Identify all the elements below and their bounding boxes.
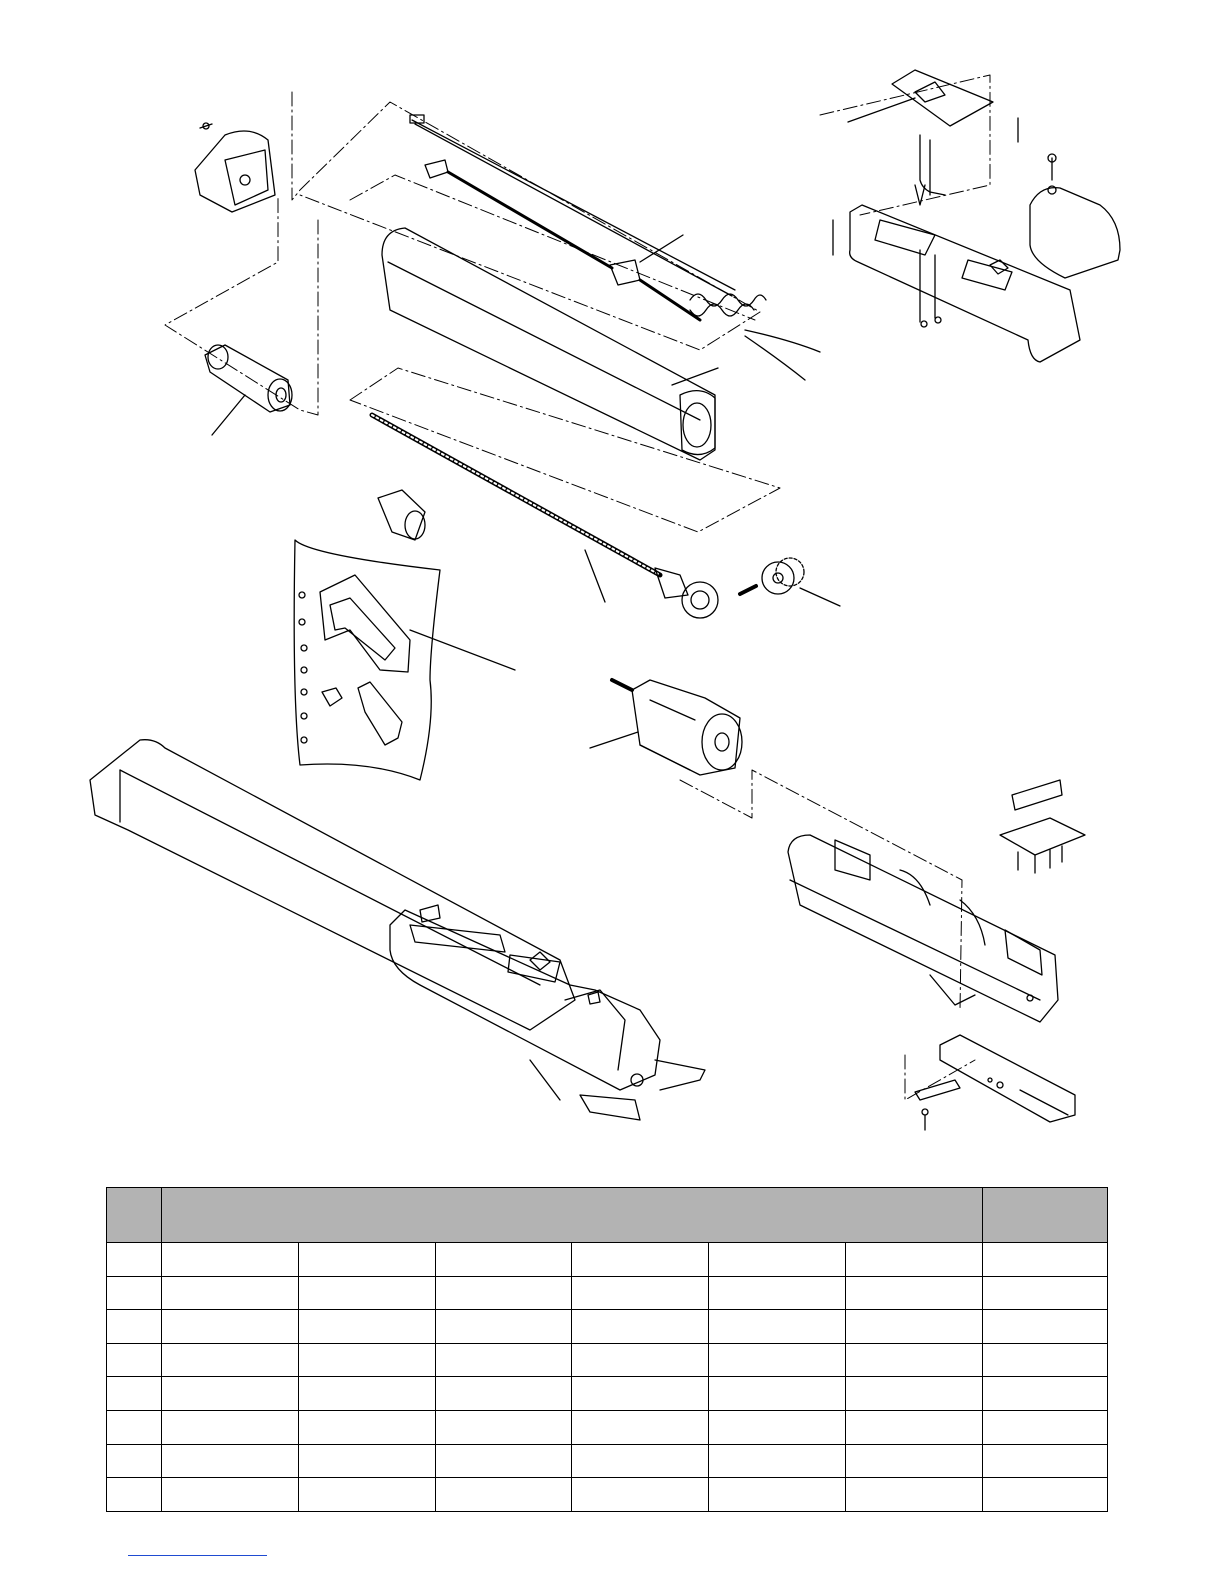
upper-housing-tube [382, 228, 718, 460]
table-cell [435, 1410, 572, 1444]
motor [590, 680, 742, 775]
table-cell [846, 1478, 983, 1512]
table-cell [298, 1343, 435, 1377]
table-cell [709, 1276, 846, 1310]
table-cell [709, 1310, 846, 1344]
table-cell [846, 1276, 983, 1310]
table-cell [572, 1243, 709, 1277]
terminal-board [1000, 780, 1085, 873]
table-row [107, 1276, 1108, 1310]
pivot-bracket [915, 1035, 1075, 1130]
table-row [107, 1377, 1108, 1411]
table-row [107, 1410, 1108, 1444]
table-cell [983, 1310, 1108, 1344]
header-description-cell [162, 1188, 983, 1243]
table-cell [572, 1410, 709, 1444]
table-cell [162, 1243, 299, 1277]
table-cell [983, 1343, 1108, 1377]
table-cell [435, 1243, 572, 1277]
table-row [107, 1478, 1108, 1512]
header-number-cell [107, 1188, 162, 1243]
table-cell [107, 1276, 162, 1310]
assembly-guide-lines [165, 75, 990, 1100]
table-cell [983, 1478, 1108, 1512]
rear-bushing [205, 345, 292, 435]
table-cell [107, 1243, 162, 1277]
table-row [107, 1343, 1108, 1377]
table-cell [709, 1410, 846, 1444]
table-header-row [107, 1188, 1108, 1243]
parts-list-table [106, 1187, 1108, 1512]
table-cell [572, 1478, 709, 1512]
table-cell [572, 1276, 709, 1310]
table-cell [107, 1343, 162, 1377]
table-cell [435, 1444, 572, 1478]
table-cell [983, 1410, 1108, 1444]
table-cell [846, 1410, 983, 1444]
end-cap-left [195, 123, 275, 212]
table-cell [298, 1276, 435, 1310]
table-cell [572, 1444, 709, 1478]
table-cell [162, 1377, 299, 1411]
table-row [107, 1310, 1108, 1344]
table-cell [846, 1243, 983, 1277]
table-cell [709, 1444, 846, 1478]
table-cell [846, 1377, 983, 1411]
table-cell [162, 1276, 299, 1310]
table-cell [709, 1343, 846, 1377]
mounting-bracket [294, 540, 515, 780]
footer-link-underline[interactable] [128, 1555, 267, 1556]
table-cell [435, 1276, 572, 1310]
cable-harness [410, 115, 820, 380]
table-cell [846, 1444, 983, 1478]
table-cell [162, 1410, 299, 1444]
table-row [107, 1243, 1108, 1277]
table-cell [846, 1310, 983, 1344]
table-cell [298, 1444, 435, 1478]
table-cell [983, 1243, 1108, 1277]
table-cell [435, 1478, 572, 1512]
table-cell [162, 1310, 299, 1344]
table-cell [162, 1343, 299, 1377]
table-cell [435, 1310, 572, 1344]
table-cell [107, 1377, 162, 1411]
table-cell [298, 1410, 435, 1444]
table-cell [983, 1444, 1108, 1478]
table-cell [983, 1377, 1108, 1411]
table-cell [572, 1343, 709, 1377]
table-cell [107, 1444, 162, 1478]
nut-sleeve [378, 490, 425, 540]
table-cell [846, 1343, 983, 1377]
table-cell [572, 1310, 709, 1344]
header-code-cell [983, 1188, 1108, 1243]
table-cell [162, 1444, 299, 1478]
table-cell [709, 1377, 846, 1411]
table-cell [162, 1478, 299, 1512]
table-cell [107, 1310, 162, 1344]
table-cell [709, 1243, 846, 1277]
table-cell [298, 1243, 435, 1277]
table-cell [107, 1410, 162, 1444]
release-key-cover [833, 70, 1080, 362]
table-cell [709, 1478, 846, 1512]
table-cell [298, 1478, 435, 1512]
pinion-gear [740, 558, 840, 606]
table-cell [435, 1377, 572, 1411]
table-cell [298, 1310, 435, 1344]
assembled-operator [90, 740, 705, 1120]
table-cell [572, 1377, 709, 1411]
table-cell [298, 1377, 435, 1411]
end-cap-right [1030, 154, 1120, 278]
table-cell [983, 1276, 1108, 1310]
table-cell [435, 1343, 572, 1377]
table-cell [107, 1478, 162, 1512]
table-row [107, 1444, 1108, 1478]
